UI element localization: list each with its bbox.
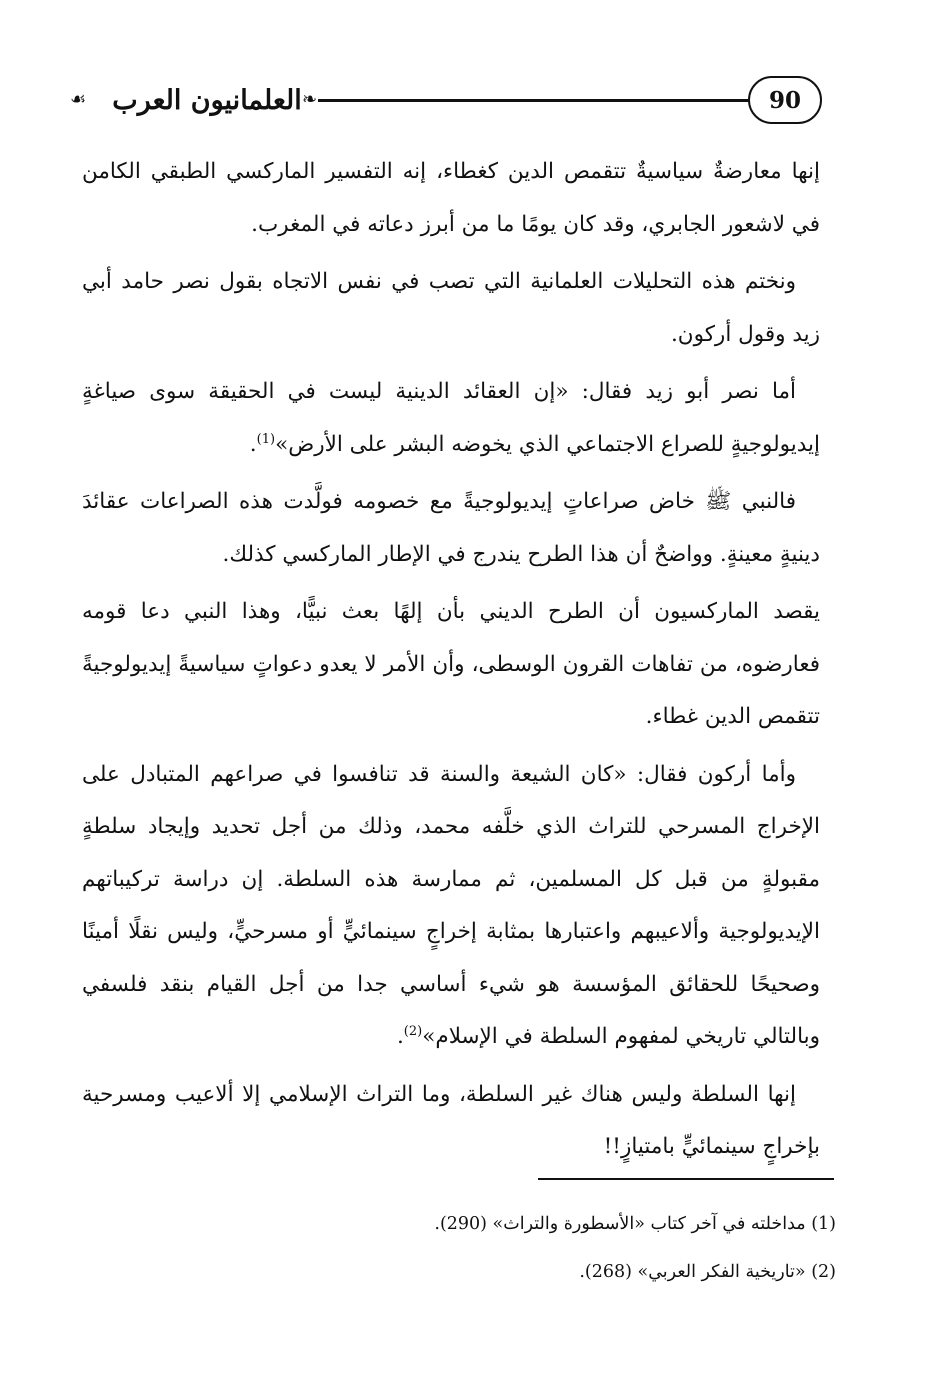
page-number: 90 xyxy=(748,76,822,124)
paragraph xyxy=(82,366,820,471)
period: . xyxy=(249,431,257,457)
footnote-ref: (2) xyxy=(403,1023,423,1039)
footnote-ref: (1) xyxy=(256,431,276,447)
ornament-icon: ☙ xyxy=(70,89,87,110)
paragraph-text: أما نصر أبو زيد فقال: «إن العقائد الدينية ليست في الحقيقة سوى صياغةٍ إيديولوجيةٍ للصراع الاجتماعي الذي يخوضه البشر على الأرض» xyxy=(82,379,820,457)
paragraph: إنها السلطة وليس هناك غير السلطة، وما التراث الإسلامي إلا ألاعيب ومسرحية بإخراجٍ سينمائيٍّ بامتيازٍ!! xyxy=(82,1081,820,1159)
paragraph-text: وأما أركون فقال: «كان الشيعة والسنة قد تنافسوا في صراعهم المتبادل على الإخراج المسرحي للتراث الذي خلَّفه محمد، وذلك من أجل تحديد وإيجاد سلطةٍ مقبولةٍ من قبل كل المسلمين، ثم ممارسة هذه السلطة. إن دراسة تركيباتهم الإيديولوجية وألاعيبهم واعتبارها بمثابة إخراجٍ سينمائيٍّ أو مسرحيٍّ، وليس نقلًا أمينًا وصحيحًا للحقائق المؤسسة هو شيء أساسي جدا من أجل القيام بنقد فلسفي وبالتالي تاريخي لمفهوم السلطة في الإسلام» xyxy=(82,761,820,1049)
paragraph: فالنبي ﷺ خاض صراعاتٍ إيديولوجيةً مع خصومه فولَّدت هذه الصراعات عقائدَ دينيةٍ معينةٍ. وواضحٌ أن هذا الطرح يندرج في الإطار الماركسي كذلك. xyxy=(82,489,820,567)
footnote: (1) مداخلته في آخر كتاب «الأسطورة والتراث» (290). xyxy=(434,1214,836,1234)
paragraph xyxy=(82,749,820,1064)
main-text xyxy=(82,146,820,1179)
footnote-rule xyxy=(538,1178,834,1180)
footnotes xyxy=(330,1200,836,1296)
footnote: (2) «تاريخية الفكر العربي» (268). xyxy=(579,1262,836,1282)
page-header xyxy=(0,66,937,136)
period: . xyxy=(396,1024,404,1049)
paragraph: ونختم هذه التحليلات العلمانية التي تصب في نفس الاتجاه بقول نصر حامد أبي زيد وقول أركون. xyxy=(82,269,820,347)
paragraph: إنها معارضةٌ سياسيةٌ تتقمص الدين كغطاء، إنه التفسير الماركسي الطبقي الكامن في لاشعور الجابري، وقد كان يومًا ما من أبرز دعاته في المغرب. xyxy=(82,159,820,237)
ornament-icon: ❧ xyxy=(302,89,318,110)
paragraph: يقصد الماركسيون أن الطرح الديني بأن إلهًا بعث نبيًّا، وهذا النبي دعا قومه فعارضوه، من تفاهات القرون الوسطى، وأن الأمر لا يعدو دعواتٍ سياسيةً إيديولوجيةً تتقمص الدين غطاء. xyxy=(82,599,820,729)
book-title: العلمانيون العرب xyxy=(112,84,302,116)
header-rule xyxy=(318,99,750,102)
